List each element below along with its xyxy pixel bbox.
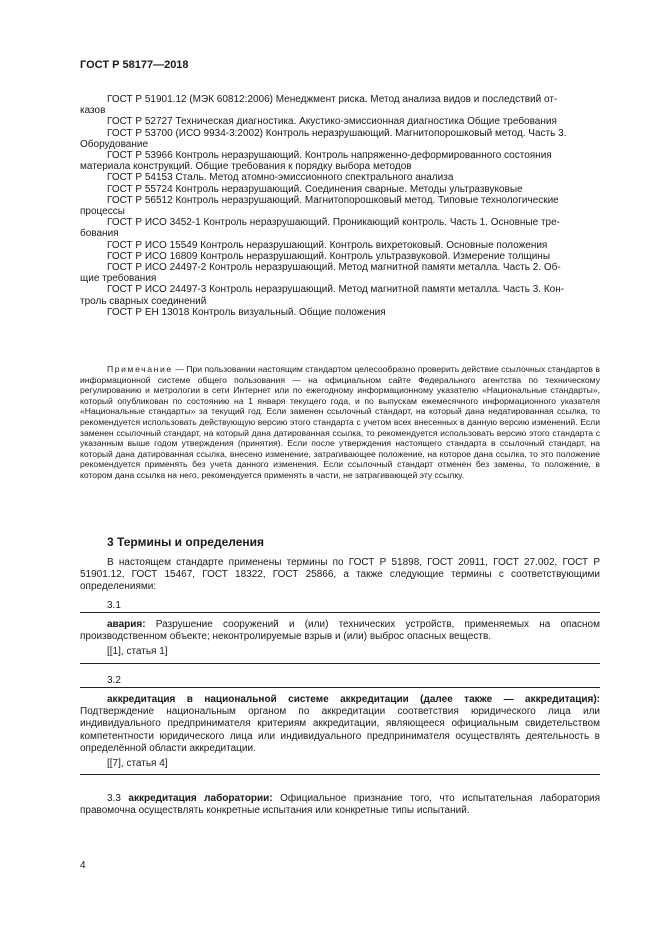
reference-line: материала конструкций. Общие требования к порядку выбора методов [80, 161, 412, 173]
note-text: — При пользовании настоящим стандартом целесообразно проверить действие ссылочных стандартов в информационной системе общего пользования — на официальном сайте Федерального агентства по техническому регулированию и метрологии в сети Интернет или по ежегодному информационному указателю «Национальные стандарты», который опубликован по состоянию на 1 января текущего года, и по выпускам ежемесячного информационного указателя «Национальные стандарты» за текущий год. Если заменен ссылочный стандарт, на который дана недатированная ссылка, то рекомендуется использовать действующую версию этого стандарта с учетом всех внесенных в данную версию изменений. Если заменен ссылочный стандарт, на который дана датированная ссылка, то рекомендуется использовать версию этого стандарта с указанным выше годом утверждения (принятия). Если после утверждения настоящего стандарта в ссылочный стандарт, на который дана датированная ссылка, внесено изменение, затрагивающее положение, на которое дана ссылка, то это положение рекомендуется применять без учета данного изменения. Если ссылочный стандарт отменен без замены, то положение, в котором дана ссылка на него, рекомендуется применять в части, не затрагивающей эту ссылку. [80, 364, 600, 480]
reference-line: ГОСТ Р 55724 Контроль неразрушающий. Соединения сварные. Методы ультразвуковые [107, 183, 523, 195]
reference-line: ГОСТ Р ЕН 13018 Контроль визуальный. Общие положения [107, 306, 386, 318]
term-3-3 [80, 793, 600, 817]
reference-line: ГОСТ Р 53966 Контроль неразрушающий. Контроль напряженно-деформированного состояния [107, 150, 552, 162]
reference-line: ГОСТ Р 51901.12 (МЭК 60812:2006) Менеджмент риска. Метод анализа видов и последствий от- [107, 94, 558, 105]
reference-line: ГОСТ Р 53700 (ИСО 9934-3:2002) Контроль неразрушающий. Магнитопорошковый метод. Часть 3. [107, 127, 567, 139]
term-name: авария: [107, 619, 146, 630]
reference-line: бования [80, 228, 119, 240]
term-source: [[7], статья 4] [107, 758, 168, 770]
term-definition-text: Подтверждение национальным органом по аккредитации соответствия юридического лица или индивидуального предпринимателя критериям аккредитации, являющееся официальным свидетельством компетентности юридического лица или индивидуального предпринимателя осуществлять деятельность в определённой области аккредитации. [80, 706, 600, 754]
reference-line: казов [80, 105, 106, 117]
term-box [80, 687, 600, 775]
reference-line: ГОСТ Р ИСО 15549 Контроль неразрушающий. Контроль вихретоковый. Основные положения [107, 239, 548, 251]
reference-line: ГОСТ Р ИСО 3452-1 Контроль неразрушающий. Проникающий контроль. Часть 1. Основные тре- [107, 217, 560, 229]
reference-line: троль сварных соединений [80, 295, 207, 307]
reference-line: ГОСТ Р 52727 Техническая диагностика. Акустико-эмиссионная диагностика Общие требования [107, 116, 557, 128]
term-number: 3.3 [107, 793, 121, 804]
references-note [80, 364, 600, 481]
reference-line: ГОСТ Р 56512 Контроль неразрушающий. Магнитопорошковый метод. Типовые технологические [107, 194, 559, 206]
standard-header: ГОСТ Р 58177—2018 [80, 59, 189, 71]
reference-line: щие требования [80, 273, 157, 285]
reference-line: процессы [80, 206, 125, 218]
normative-references-list [80, 94, 600, 318]
term-name: аккредитация в национальной системе аккредитации (далее также — аккредитация): [107, 694, 600, 705]
term-definition-text: Официальное признание того, что испытательная лаборатория правомочна осуществлять конкретные испытания или конкретные типы испытаний. [80, 793, 601, 817]
reference-line: ГОСТ Р ИСО 24497-3 Контроль неразрушающий. Метод магнитной памяти металла. Часть 3. Кон- [107, 284, 565, 296]
term-definition [80, 619, 600, 643]
term-number: 3.1 [107, 600, 121, 611]
reference-line: Оборудование [80, 138, 149, 150]
page-number: 4 [80, 860, 86, 871]
term-source: [[1], статья 1] [107, 646, 168, 658]
reference-line: ГОСТ Р ИСО 24497-2 Контроль неразрушающий. Метод магнитной памяти металла. Часть 2. Об- [107, 262, 561, 274]
reference-line: ГОСТ Р ИСО 16809 Контроль неразрушающий. Контроль ультразвуковой. Измерение толщины [107, 250, 551, 262]
term-name: аккредитация лаборатории: [128, 793, 273, 804]
section-intro: В настоящем стандарте применены термины по ГОСТ Р 51898, ГОСТ 20911, ГОСТ 27.002, ГОСТ Р 51901.12, ГОСТ 15467, ГОСТ 18322, ГОСТ 25866, а также следующие термины с соответствующими определениями: [80, 557, 600, 593]
term-definition [80, 694, 600, 755]
reference-line: ГОСТ Р 54153 Сталь. Метод атомно-эмиссионного спектрального анализа [107, 172, 454, 184]
term-number: 3.2 [107, 675, 121, 686]
note-label: Примечание [107, 364, 173, 374]
term-box [80, 612, 600, 664]
term-definition-text: Разрушение сооружений и (или) технических устройств, применяемых на опасном производственном объекте; неконтролируемые взрыв и (или) выброс опасных веществ. [80, 619, 600, 643]
section-title: 3 Термины и определения [107, 535, 265, 549]
